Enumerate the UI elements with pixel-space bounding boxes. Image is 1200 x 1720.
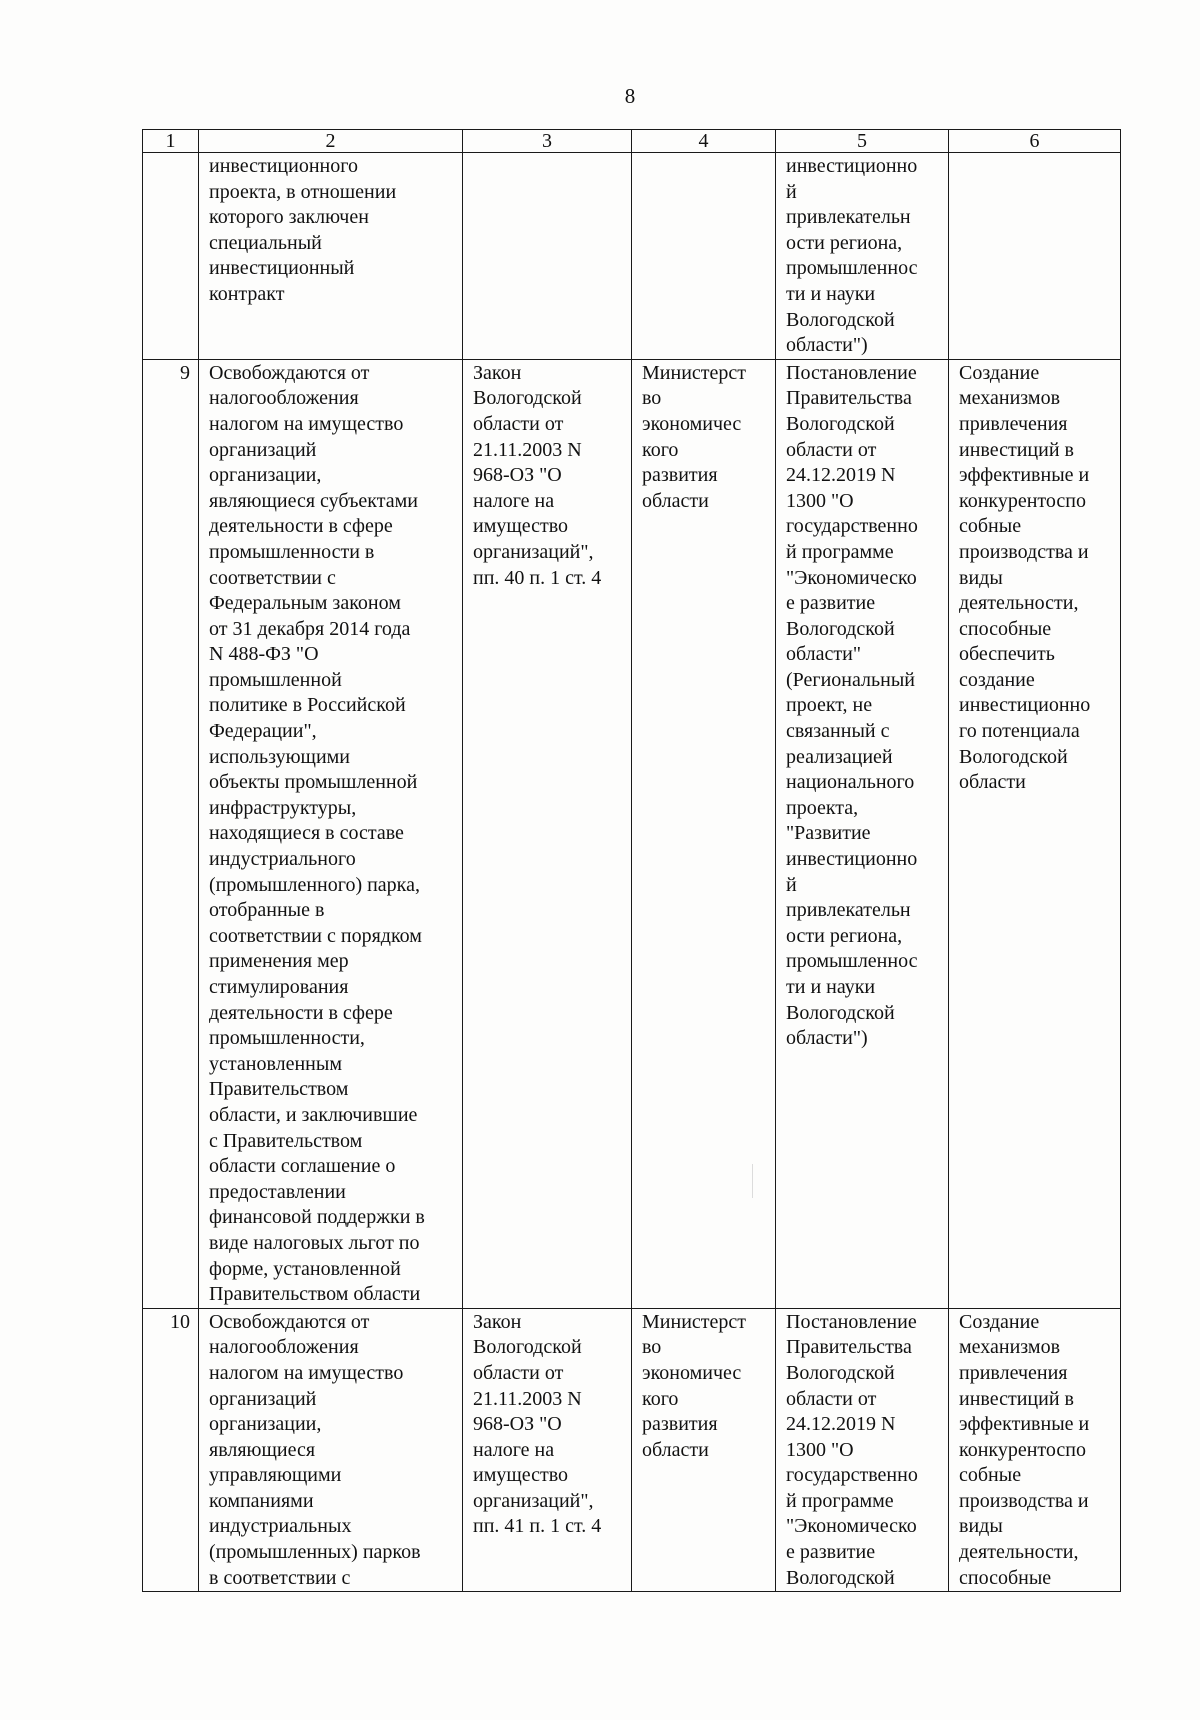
column-header: 5: [776, 130, 949, 153]
tax-exemption-table: [142, 129, 1121, 1592]
program-cell: инвестиционно й привлекательн ости региона, промышленнос ти и науки Вологодской области"): [776, 153, 949, 360]
law-cell: [463, 153, 632, 360]
page-number: 8: [624, 84, 636, 108]
column-header: 6: [949, 130, 1121, 153]
program-cell: Постановление Правительства Вологодской области от 24.12.2019 N 1300 "О государственно й программе "Экономическо е развитие Вологодской области" (Региональный проект, не связанный с реализацией национального проекта, "Развитие инвестиционно й привлекательн ости региона, промышленнос ти и науки Вологодской области"): [776, 359, 949, 1308]
curator-cell: [632, 153, 776, 360]
goal-cell: [949, 153, 1121, 360]
column-header: 3: [463, 130, 632, 153]
table-row: [143, 359, 1121, 1308]
column-header: 1: [143, 130, 199, 153]
column-header: 2: [199, 130, 463, 153]
program-cell: Постановление Правительства Вологодской области от 24.12.2019 N 1300 "О государственно й программе "Экономическо е развитие Вологодской: [776, 1308, 949, 1592]
table-row: [143, 153, 1121, 360]
column-number-row: [143, 130, 1121, 153]
law-cell: Закон Вологодской области от 21.11.2003 N 968-ОЗ "О налоге на имущество организаций", пп. 41 п. 1 ст. 4: [463, 1308, 632, 1592]
row-number-cell: 10: [143, 1308, 199, 1592]
exemption-cell: инвестиционного проекта, в отношении которого заключен специальный инвестиционный контракт: [199, 153, 463, 360]
column-header: 4: [632, 130, 776, 153]
row-number-cell: [143, 153, 199, 360]
exemption-cell: Освобождаются от налогообложения налогом на имущество организаций организации, являющиеся субъектами деятельности в сфере промышленности в соответствии с Федеральным законом от 31 декабря 2014 года N 488-ФЗ "О промышленной политике в Российской Федерации", использующими объекты промышленной инфраструктуры, находящиеся в составе индустриального (промышленного) парка, отобранные в соответствии с порядком применения мер стимулирования деятельности в сфере промышленности, установленным Правительством области, и заключившие с Правительством области соглашение о предоставлении финансовой поддержки в виде налоговых льгот по форме, установленной Правительством области: [199, 359, 463, 1308]
goal-cell: Создание механизмов привлечения инвестиций в эффективные и конкурентоспо собные производства и виды деятельности, способные: [949, 1308, 1121, 1592]
exemption-cell: Освобождаются от налогообложения налогом на имущество организаций организации, являющиеся управляющими компаниями индустриальных (промышленных) парков в соответствии с: [199, 1308, 463, 1592]
curator-cell: Министерст во экономичес кого развития области: [632, 1308, 776, 1592]
goal-cell: Создание механизмов привлечения инвестиций в эффективные и конкурентоспо собные производства и виды деятельности, способные обеспечить создание инвестиционно го потенциала Вологодской области: [949, 359, 1121, 1308]
scan-speck: [752, 1164, 753, 1198]
row-number-cell: 9: [143, 359, 199, 1308]
table-row: [143, 1308, 1121, 1592]
curator-cell: Министерст во экономичес кого развития области: [632, 359, 776, 1308]
law-cell: Закон Вологодской области от 21.11.2003 N 968-ОЗ "О налоге на имущество организаций", пп. 40 п. 1 ст. 4: [463, 359, 632, 1308]
